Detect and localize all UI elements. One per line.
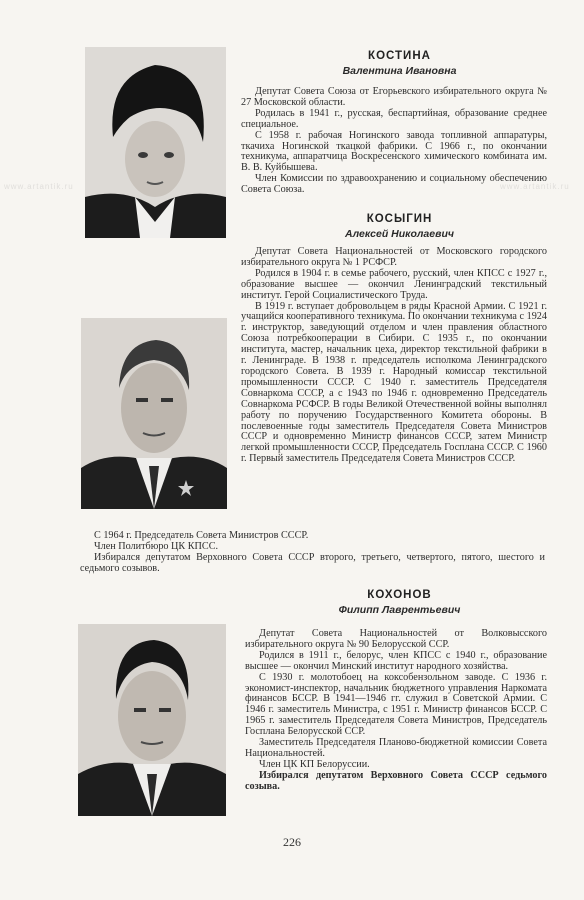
bio-paragraph: С 1930 г. молотобоец на коксобензольном заводе. С 1936 г. экономист-инспектор, начальник бюджетного управления Наркомата финансов БССР. В 1941—1946 гг. служил в Советской Армии. С 1946 г. заместитель Министра, с 1951 г. Министр финансов БССР. С 1965 г. заместитель Председателя Совета Министров, Председатель Госплана Белорусской ССР. [245, 671, 547, 738]
bio-paragraph: Избирался депутатом Верховного Совета СССР седьмого созыва. [245, 769, 547, 792]
page-number: 226 [283, 835, 301, 849]
watermark-left: www.artantik.ru [4, 182, 74, 191]
bio-paragraph: Родилась в 1941 г., русская, беспартийная, образование среднее специальное. [241, 107, 547, 130]
portrait-photo-kosygin [81, 318, 227, 509]
watermark-right: www.artantik.ru [500, 182, 570, 191]
bio-paragraph: Родился в 1904 г. в семье рабочего, русский, член КПСС с 1927 г., образование высшее — окончил Ленинградский текстильный институт. Герой Социалистического Труда. [241, 267, 547, 301]
deputy-surname: КОСЫГИН [366, 213, 433, 225]
bio-paragraph: Избирался депутатом Верховного Совета СССР второго, третьего, четвертого, пятого, шестого и седьмого созывов. [80, 551, 545, 574]
bio-paragraph: Член Политбюро ЦК КПСС. [94, 540, 219, 552]
portrait-photo-kokhonov [78, 624, 226, 816]
portrait-photo-kostina [85, 47, 226, 238]
deputy-surname: КОХОНОВ [367, 589, 432, 601]
deputy-first-name-patronymic: Валентина Ивановна [342, 65, 457, 77]
biography-text-continued [80, 531, 545, 575]
bio-paragraph: Депутат Совета Союза от Егорьевского избирательного округа № 27 Московской области. [241, 86, 547, 108]
deputy-surname: КОСТИНА [368, 50, 431, 62]
deputy-first-name-patronymic: Филипп Лаврентьевич [338, 604, 461, 616]
bio-paragraph: Депутат Совета Национальностей от Волковысского избирательного округа № 90 Белорусской ССР. [245, 628, 547, 650]
bio-paragraph: В 1919 г. вступает добровольцем в ряды Красной Армии. С 1921 г. учащийся кооперативного техникума. По окончании техникума с 1924 г. инструктор, заведующий отделом и член правления областного Союза потребкооперации в Сибири. С 1935 г., по окончании института, мастер, начальник цеха, директор текстильной фабрики в г. Ленинграде. В 1938 г. председатель исполкома Ленинградского городского Совета. В 1939 г. Народный комиссар текстильной промышленности СССР. С 1940 г. заместитель Председателя Совнаркома СССР, а с 1943 по 1946 г. одновременно Председатель Совнаркома РСФСР. В годы Великой Отечественной войны выполнял работу по поручению Государственного Комитета обороны. В послевоенные годы заместитель Председателя Совета Министров СССР и одновременно Министр финансов СССР, затем Министр легкой промышленности СССР, Председатель Госплана СССР. С 1960 г. Первый заместитель Председателя Совета Министров СССР. [241, 300, 547, 465]
biography-text [245, 629, 547, 793]
biography-text [241, 87, 547, 196]
bio-paragraph: Член Комиссии по здравоохранению и социальному обеспечению Совета Союза. [241, 173, 547, 196]
bio-paragraph: Депутат Совета Национальностей от Московского городского избирательного округа № 1 РСФСР. [241, 246, 547, 268]
bio-paragraph: С 1964 г. Председатель Совета Министров СССР. [94, 530, 309, 541]
bio-paragraph: Заместитель Председателя Планово-бюджетной комиссии Совета Национальностей. [245, 737, 547, 759]
bio-paragraph: Член ЦК КП Белоруссии. [259, 758, 370, 770]
bio-paragraph: С 1958 г. рабочая Ногинского завода топливной аппаратуры, ткачиха Ногинской ткацкой фабрики. С 1966 г., по окончании техникума, аппаратчица Воскресенского химического комбината им. В. В. Куйбышева. [241, 129, 547, 174]
deputy-first-name-patronymic: Алексей Николаевич [345, 228, 454, 240]
biography-text [241, 247, 547, 465]
bio-paragraph: Родился в 1911 г., белорус, член КПСС с 1940 г., образование высшее — окончил Минский институт народного хозяйства. [245, 649, 547, 672]
